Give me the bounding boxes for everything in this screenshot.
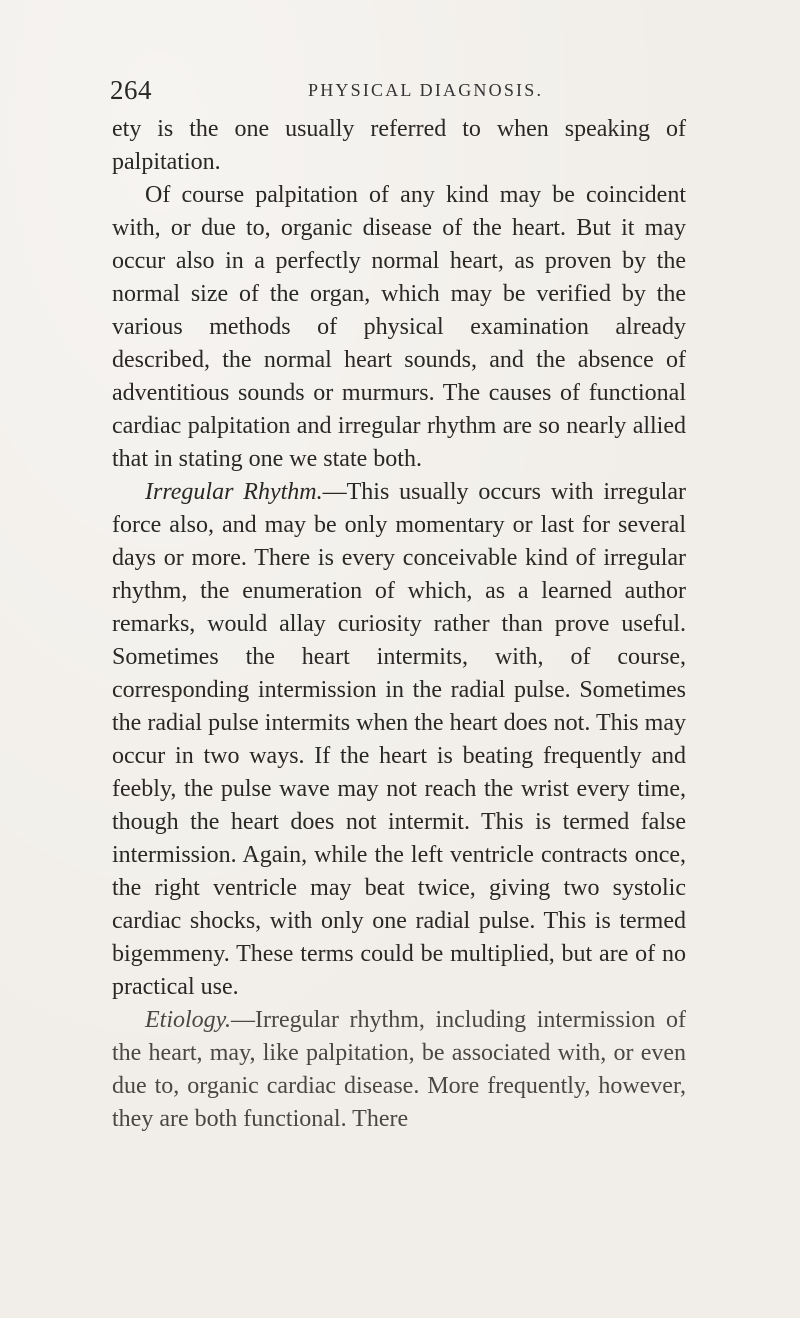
page-header [110,70,690,110]
running-head: PHYSICAL DIAGNOSIS. [308,80,544,100]
paragraph-text: —Irregular rhythm, including intermission of the heart, may, like palpitation, be associated with, or even due to, organic cardiac disease. More frequently, however, they are both functional. There [112,1007,686,1132]
page-number: 264 [110,75,152,105]
paragraph-text: Of course palpitation of any kind may be coincident with, or due to, organic disease of the heart. But it may occur also in a perfectly normal heart, as proven by the normal size of the organ, which may be verified by the various methods of physical examination already described, the normal heart sounds, and the absence of adventitious sounds or murmurs. The causes of functional cardiac palpitation and irregular rhythm are so nearly allied that in stating one we state both. [112,182,686,472]
section-heading-irregular-rhythm: Irregular Rhythm. [145,479,323,505]
paragraph-continuation [112,113,686,179]
section-heading-etiology: Etiology. [145,1007,231,1033]
paragraph-text: —This usually occurs with irregular force also, and may be only momentary or last for several days or more. There is every conceivable kind of irregular rhythm, the enumeration of which, as a learned author remarks, would allay curiosity rather than prove useful. Sometimes the heart intermits, with, of course, corresponding intermission in the radial pulse. Sometimes the radial pulse intermits when the heart does not. This may occur in two ways. If the heart is beating frequently and feebly, the pulse wave may not reach the wrist every time, though the heart does not intermit. This is termed false intermission. Again, while the left ventricle contracts once, the right ventricle may beat twice, giving two systolic cardiac shocks, with only one radial pulse. This is termed bigemmeny. These terms could be multiplied, but are of no practical use. [112,479,686,1000]
paragraph-functional-palpitation [112,179,686,476]
body-text [112,113,686,1136]
paragraph-etiology [112,1004,686,1136]
paragraph-irregular-rhythm [112,476,686,1004]
paragraph-text: ety is the one usually referred to when speaking of palpitation. [112,116,686,175]
